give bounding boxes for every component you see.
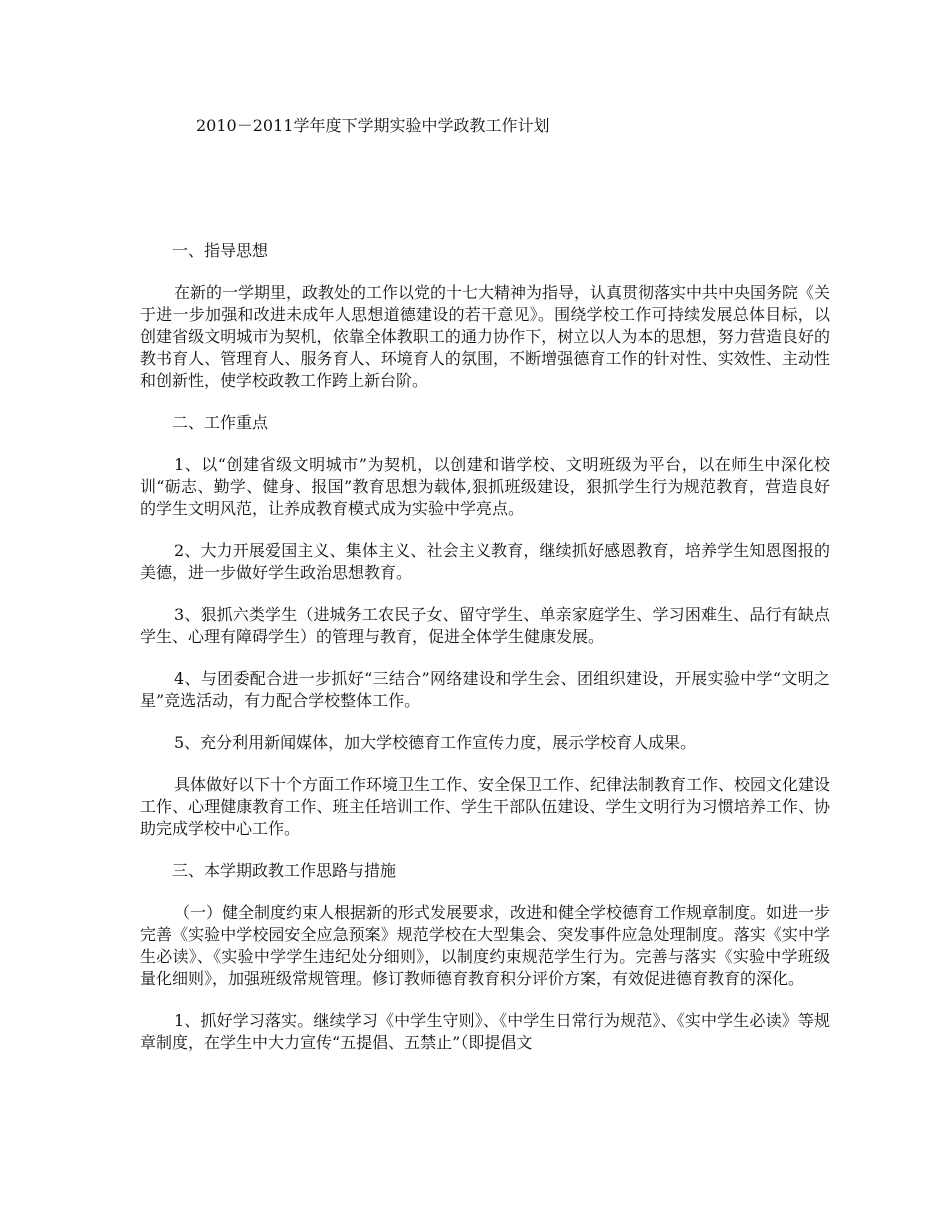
- paragraph-focus-4: 4、与团委配合进一步抓好“三结合”网络建设和学生会、团组织建设，开展实验中学“文明之星”竞选活动，有力配合学校整体工作。: [140, 669, 830, 710]
- paragraph-guiding-ideology: 在新的一学期里，政教处的工作以党的十七大精神为指导，认真贯彻落实中共中央国务院《关于进一步加强和改进未成年人思想道德建设的若干意见》。围绕学校工作可持续发展总体目标，以创建省级文明城市为契机，依靠全体教职工的通力协作下，树立以人为本的思想，努力营造良好的教书育人、管理育人、服务育人、环境育人的氛围，不断增强德育工作的针对性、实效性、主动性和创新性，使学校政教工作跨上新台阶。: [140, 283, 831, 390]
- paragraph-ten-aspects: 具体做好以下十个方面工作环境卫生工作、安全保卫工作、纪律法制教育工作、校园文化建设工作、心理健康教育工作、班主任培训工作、学生干部队伍建设、学生文明行为习惯培养工作、协助完成学校中心工作。: [140, 775, 831, 838]
- paragraph-focus-5: 5、充分利用新闻媒体，加大学校德育工作宣传力度，展示学校育人成果。: [174, 733, 697, 752]
- document-body: [140, 240, 830, 1074]
- document-title: 2010－2011学年度下学期实验中学政教工作计划: [196, 116, 550, 135]
- paragraph-measures-1: （一）健全制度约束人根据新的形式发展要求，改进和健全学校德育工作规章制度。如进一步完善《实验中学校园安全应急预案》规范学校在大型集会、突发事件应急处理制度。落实《实中学生必读》、《实验中学学生违纪处分细则》，以制度约束规范学生行为。完善与落实《实验中学班级量化细则》，加强班级常规管理。修订教师德育教育积分评价方案，有效促进德育教育的深化。: [140, 903, 831, 988]
- paragraph-focus-1: 1、以“创建省级文明城市”为契机，以创建和谐学校、文明班级为平台，以在师生中深化校训“砺志、勤学、健身、报国”教育思想为载体,狠抓班级建设，狠抓学生行为规范教育，营造良好的学生文明风范，让养成教育模式成为实验中学亮点。: [140, 455, 830, 518]
- section-heading-guiding-ideology: 一、指导思想: [172, 241, 269, 260]
- section-heading-work-focus: 二、工作重点: [172, 413, 269, 432]
- paragraph-focus-2: 2、大力开展爱国主义、集体主义、社会主义教育，继续抓好感恩教育，培养学生知恩图报的美德，进一步做好学生政治思想教育。: [140, 541, 830, 582]
- paragraph-focus-3: 3、狠抓六类学生（进城务工农民子女、留守学生、单亲家庭学生、学习困难生、品行有缺点学生、心理有障碍学生）的管理与教育，促进全体学生健康发展。: [140, 605, 830, 646]
- section-heading-measures: 三、本学期政教工作思路与措施: [172, 861, 397, 880]
- paragraph-measures-2: 1、抓好学习落实。继续学习《中学生守则》、《中学生日常行为规范》、《实中学生必读》等规章制度，在学生中大力宣传“五提倡、五禁止”（即提倡文: [140, 1011, 830, 1052]
